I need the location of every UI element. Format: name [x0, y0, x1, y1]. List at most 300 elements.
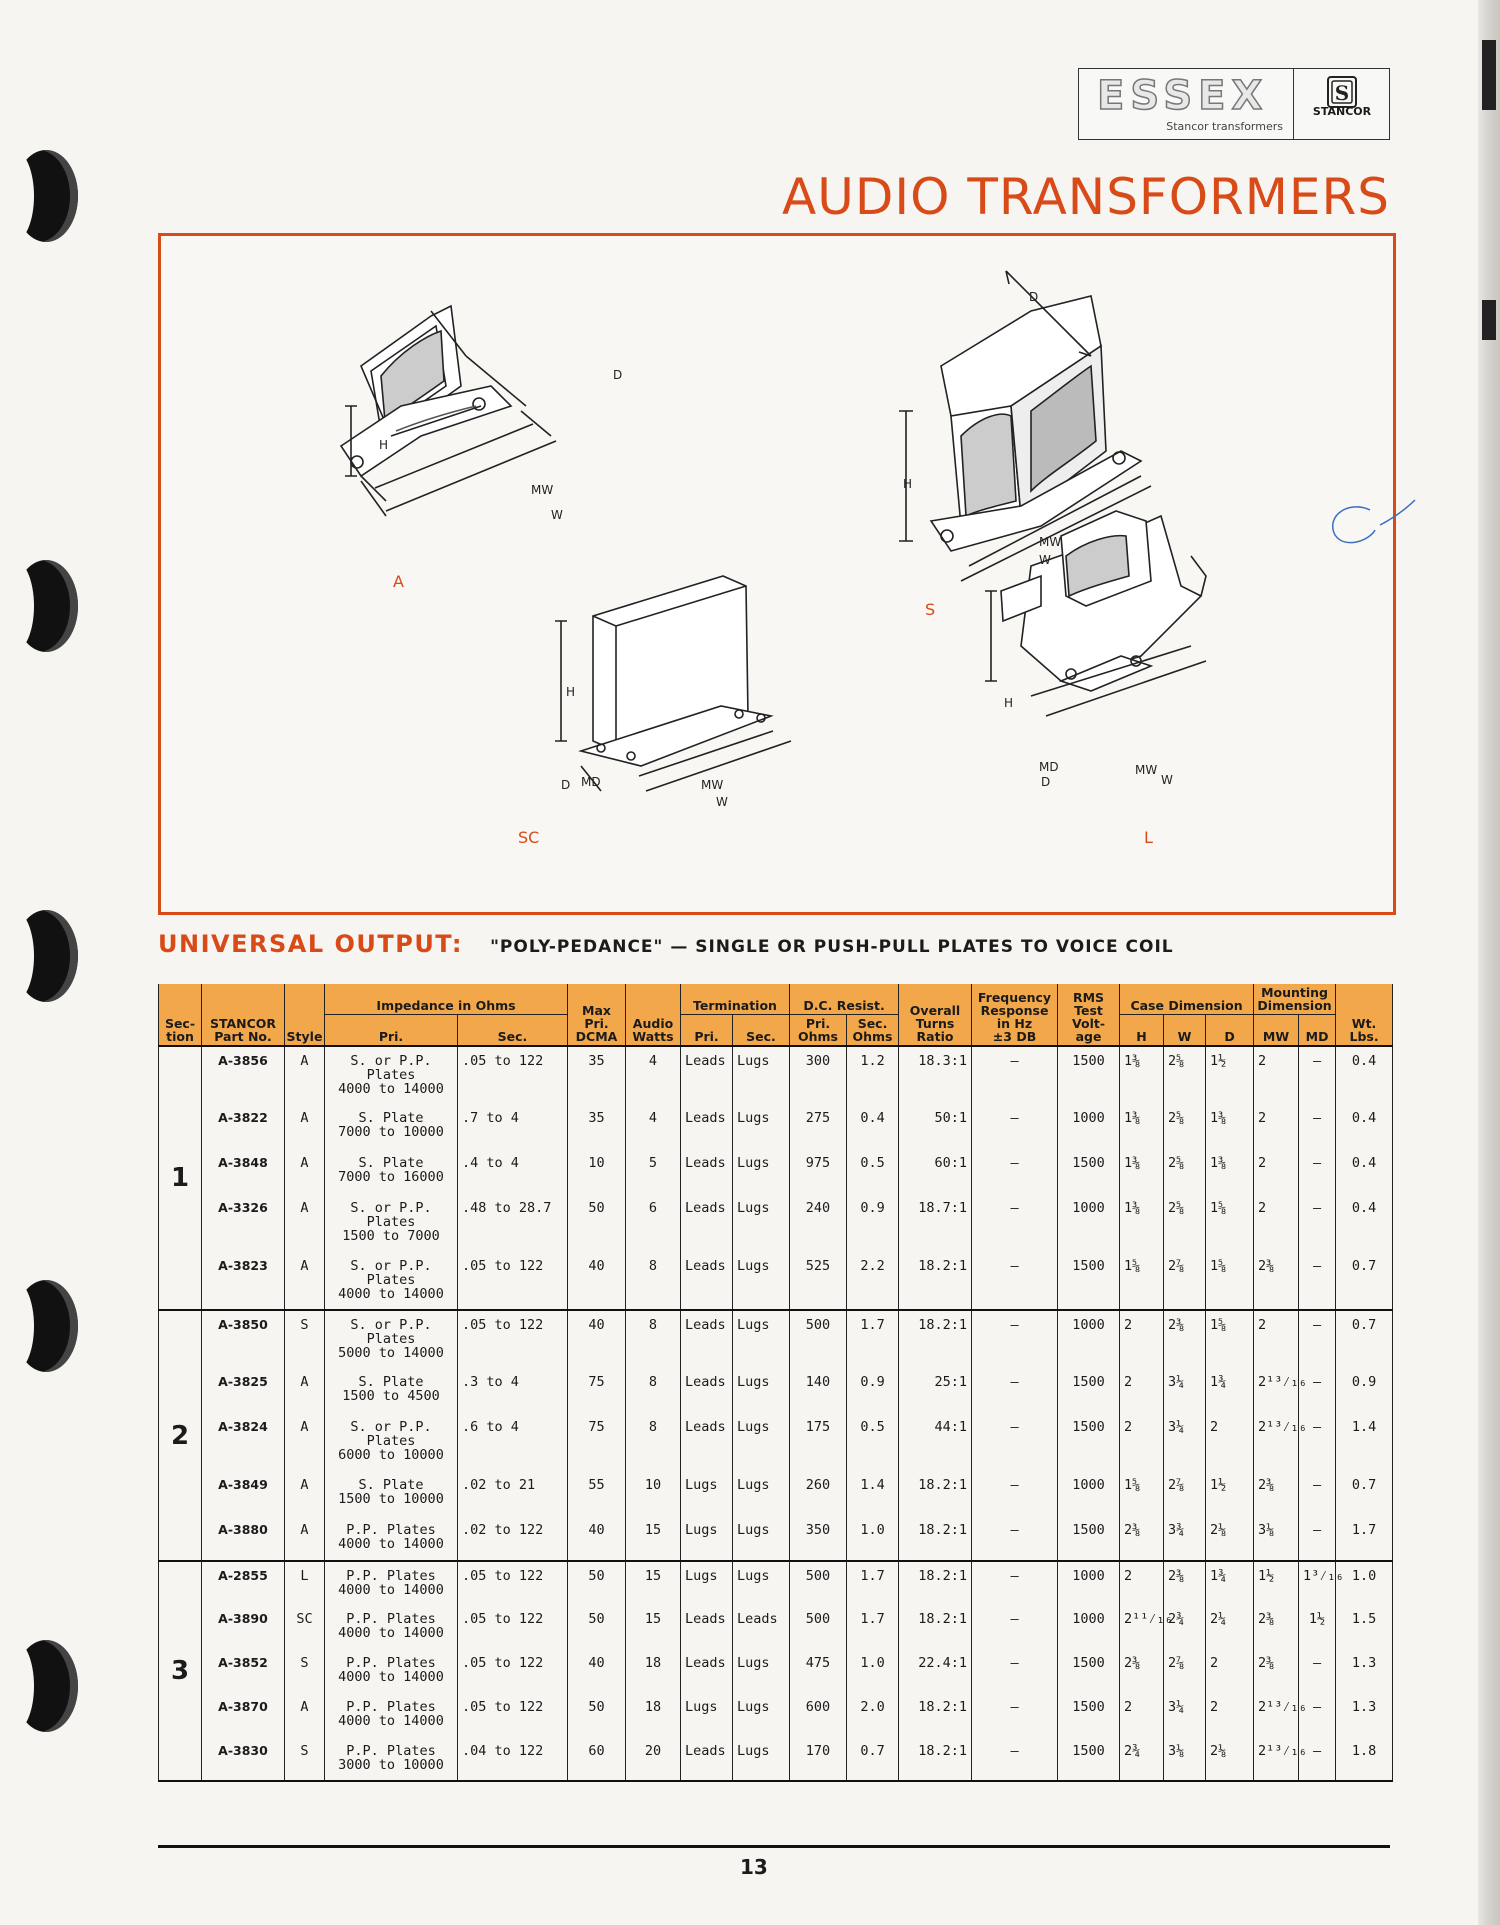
max-dcma: 60 [568, 1737, 626, 1781]
primary-impedance: S. Plate 7000 to 16000 [325, 1149, 458, 1194]
style-cell: A [285, 1149, 325, 1194]
rms-test-voltage: 1000 [1058, 1194, 1120, 1252]
termination-sec: Lugs [733, 1252, 790, 1310]
rms-test-voltage: 1000 [1058, 1104, 1120, 1149]
mount-md: — [1299, 1046, 1336, 1104]
part-number: A-3822 [202, 1104, 285, 1149]
figure-label-s: S [925, 600, 936, 619]
figure-label-a: A [393, 572, 404, 591]
style-cell: A [285, 1252, 325, 1310]
table-row [159, 1149, 1393, 1194]
header-term-sec: Sec. [733, 1015, 790, 1047]
termination-sec: Lugs [733, 1194, 790, 1252]
dim-label-w: W [716, 795, 728, 809]
part-number: A-3830 [202, 1737, 285, 1781]
dc-resist-pri: 500 [790, 1561, 847, 1605]
dim-label-d: D [1041, 775, 1051, 789]
weight: 1.3 [1336, 1649, 1393, 1693]
header-case-dimension: Case Dimension [1120, 984, 1254, 1015]
weight: 1.0 [1336, 1561, 1393, 1605]
frequency-response: — [972, 1413, 1058, 1471]
audio-watts: 8 [626, 1252, 681, 1310]
max-dcma: 75 [568, 1368, 626, 1413]
case-h: 1⅜ [1120, 1104, 1164, 1149]
turns-ratio: 18.2:1 [899, 1516, 972, 1561]
rms-test-voltage: 1000 [1058, 1471, 1120, 1516]
dc-resist-sec: 1.2 [847, 1046, 899, 1104]
mount-md: — [1299, 1693, 1336, 1737]
part-number: A-3850 [202, 1310, 285, 1368]
case-h: 2¾ [1120, 1737, 1164, 1781]
figure-label-sc: SC [518, 828, 540, 847]
style-cell: A [285, 1104, 325, 1149]
mount-mw: 2 [1254, 1310, 1299, 1368]
spec-table [158, 984, 1393, 1782]
case-h: 2 [1120, 1693, 1164, 1737]
dc-resist-pri: 275 [790, 1104, 847, 1149]
case-h: 2 [1120, 1413, 1164, 1471]
termination-pri: Leads [681, 1252, 733, 1310]
dim-label-h: H [1004, 696, 1014, 710]
turns-ratio: 18.2:1 [899, 1605, 972, 1649]
rms-test-voltage: 1500 [1058, 1046, 1120, 1104]
secondary-impedance: .05 to 122 [458, 1046, 568, 1104]
page-number: 13 [740, 1855, 768, 1879]
binder-hole [14, 150, 78, 242]
audio-watts: 18 [626, 1693, 681, 1737]
dim-label-w: W [1039, 553, 1051, 567]
rms-test-voltage: 1000 [1058, 1561, 1120, 1605]
termination-pri: Lugs [681, 1693, 733, 1737]
part-number: A-3849 [202, 1471, 285, 1516]
case-d: 2⅛ [1206, 1516, 1254, 1561]
turns-ratio: 60:1 [899, 1149, 972, 1194]
mount-mw: 2¹³⁄₁₆ [1254, 1737, 1299, 1781]
audio-watts: 18 [626, 1649, 681, 1693]
part-number: A-3880 [202, 1516, 285, 1561]
termination-pri: Leads [681, 1046, 733, 1104]
termination-pri: Leads [681, 1649, 733, 1693]
case-d: 2¼ [1206, 1605, 1254, 1649]
dim-label-w: W [551, 508, 563, 522]
rms-test-voltage: 1000 [1058, 1605, 1120, 1649]
part-number: A-3852 [202, 1649, 285, 1693]
frequency-response: — [972, 1046, 1058, 1104]
style-l-drawing [985, 511, 1206, 716]
style-cell: A [285, 1413, 325, 1471]
mount-md: — [1299, 1194, 1336, 1252]
essex-logo [1079, 69, 1294, 139]
style-sc-drawing [555, 576, 791, 791]
header-style: Style [285, 984, 325, 1046]
edge-tab-mark [1482, 300, 1496, 340]
binder-hole [14, 1280, 78, 1372]
primary-impedance: P.P. Plates 4000 to 14000 [325, 1693, 458, 1737]
turns-ratio: 18.2:1 [899, 1252, 972, 1310]
header-section: Sec- tion [159, 984, 202, 1046]
termination-sec: Lugs [733, 1104, 790, 1149]
dim-label-mw: MW [1039, 535, 1062, 549]
case-d: 2 [1206, 1413, 1254, 1471]
case-d: 1½ [1206, 1046, 1254, 1104]
primary-impedance: S. Plate 1500 to 10000 [325, 1471, 458, 1516]
header-audio-watts: Audio Watts [626, 984, 681, 1046]
primary-impedance: P.P. Plates 3000 to 10000 [325, 1737, 458, 1781]
audio-watts: 15 [626, 1516, 681, 1561]
dc-resist-pri: 175 [790, 1413, 847, 1471]
termination-sec: Lugs [733, 1649, 790, 1693]
case-d: 1¾ [1206, 1561, 1254, 1605]
style-cell: A [285, 1046, 325, 1104]
mount-md: — [1299, 1252, 1336, 1310]
binder-hole [14, 910, 78, 1002]
weight: 0.4 [1336, 1104, 1393, 1149]
dc-resist-sec: 2.2 [847, 1252, 899, 1310]
table-row [159, 1194, 1393, 1252]
dc-resist-sec: 0.5 [847, 1149, 899, 1194]
termination-sec: Lugs [733, 1413, 790, 1471]
weight: 1.5 [1336, 1605, 1393, 1649]
termination-pri: Lugs [681, 1561, 733, 1605]
termination-pri: Lugs [681, 1471, 733, 1516]
mount-mw: 1½ [1254, 1561, 1299, 1605]
turns-ratio: 18.2:1 [899, 1310, 972, 1368]
turns-ratio: 18.2:1 [899, 1693, 972, 1737]
case-d: 1⅜ [1206, 1104, 1254, 1149]
header-mounting-dimension: Mounting Dimension [1254, 984, 1336, 1015]
section-number: 2 [159, 1310, 202, 1561]
header-termination: Termination [681, 984, 790, 1015]
mount-md: — [1299, 1104, 1336, 1149]
header-dc-resist: D.C. Resist. [790, 984, 899, 1015]
termination-sec: Lugs [733, 1737, 790, 1781]
case-w: 2⅝ [1164, 1046, 1206, 1104]
audio-watts: 15 [626, 1561, 681, 1605]
termination-sec: Lugs [733, 1471, 790, 1516]
termination-sec: Lugs [733, 1368, 790, 1413]
dc-resist-pri: 600 [790, 1693, 847, 1737]
dc-resist-sec: 1.4 [847, 1471, 899, 1516]
termination-sec: Lugs [733, 1693, 790, 1737]
dim-label-md: MD [1039, 760, 1059, 774]
dc-resist-sec: 2.0 [847, 1693, 899, 1737]
style-cell: S [285, 1737, 325, 1781]
dim-label-h: H [379, 438, 389, 452]
binder-hole [14, 560, 78, 652]
transformer-drawings [161, 236, 1393, 912]
case-d: 1⅝ [1206, 1194, 1254, 1252]
turns-ratio: 44:1 [899, 1413, 972, 1471]
turns-ratio: 50:1 [899, 1104, 972, 1149]
termination-sec: Lugs [733, 1561, 790, 1605]
dim-label-mw: MW [531, 483, 554, 497]
brand-logo [1078, 68, 1390, 140]
case-h: 2¹¹⁄₁₆ [1120, 1605, 1164, 1649]
primary-impedance: P.P. Plates 4000 to 14000 [325, 1516, 458, 1561]
case-d: 1¾ [1206, 1368, 1254, 1413]
secondary-impedance: .05 to 122 [458, 1252, 568, 1310]
max-dcma: 50 [568, 1605, 626, 1649]
case-h: 2 [1120, 1368, 1164, 1413]
case-w: 2¾ [1164, 1605, 1206, 1649]
binder-hole [14, 1640, 78, 1732]
turns-ratio: 22.4:1 [899, 1649, 972, 1693]
part-number: A-3848 [202, 1149, 285, 1194]
mount-md: 1³⁄₁₆ [1299, 1561, 1336, 1605]
frequency-response: — [972, 1149, 1058, 1194]
essex-wordmark: ESSEX [1097, 73, 1269, 119]
case-w: 3¼ [1164, 1693, 1206, 1737]
turns-ratio: 18.2:1 [899, 1737, 972, 1781]
weight: 0.7 [1336, 1471, 1393, 1516]
weight: 1.3 [1336, 1693, 1393, 1737]
secondary-impedance: .4 to 4 [458, 1149, 568, 1194]
part-number: A-2855 [202, 1561, 285, 1605]
dim-label-d: D [561, 778, 571, 792]
case-h: 1⅝ [1120, 1252, 1164, 1310]
case-w: 2⅜ [1164, 1310, 1206, 1368]
style-cell: S [285, 1310, 325, 1368]
frequency-response: — [972, 1693, 1058, 1737]
turns-ratio: 18.7:1 [899, 1194, 972, 1252]
part-number: A-3823 [202, 1252, 285, 1310]
primary-impedance: P.P. Plates 4000 to 14000 [325, 1605, 458, 1649]
dc-resist-sec: 1.0 [847, 1516, 899, 1561]
dc-resist-sec: 0.5 [847, 1413, 899, 1471]
case-w: 2⅝ [1164, 1104, 1206, 1149]
mount-mw: 2 [1254, 1194, 1299, 1252]
section-heading [158, 930, 1390, 958]
audio-watts: 8 [626, 1310, 681, 1368]
style-cell: A [285, 1368, 325, 1413]
dc-resist-pri: 240 [790, 1194, 847, 1252]
header-imp-pri: Pri. [325, 1015, 458, 1047]
table-row [159, 1471, 1393, 1516]
table-row [159, 1693, 1393, 1737]
section-heading-sub: "POLY-PEDANCE" — SINGLE OR PUSH-PULL PLATES TO VOICE COIL [490, 937, 1174, 957]
secondary-impedance: .05 to 122 [458, 1605, 568, 1649]
dim-label-mw: MW [1135, 763, 1158, 777]
frequency-response: — [972, 1649, 1058, 1693]
rms-test-voltage: 1500 [1058, 1413, 1120, 1471]
termination-sec: Lugs [733, 1149, 790, 1194]
part-number: A-3890 [202, 1605, 285, 1649]
page-title: AUDIO TRANSFORMERS [782, 168, 1390, 226]
secondary-impedance: .04 to 122 [458, 1737, 568, 1781]
style-cell: A [285, 1194, 325, 1252]
table-row [159, 1046, 1393, 1104]
footer-rule [158, 1845, 1390, 1848]
part-number: A-3824 [202, 1413, 285, 1471]
case-d: 1⅝ [1206, 1310, 1254, 1368]
dc-resist-sec: 1.7 [847, 1310, 899, 1368]
mount-mw: 2⅜ [1254, 1252, 1299, 1310]
max-dcma: 40 [568, 1516, 626, 1561]
section-number: 3 [159, 1561, 202, 1781]
dc-resist-sec: 1.7 [847, 1605, 899, 1649]
frequency-response: — [972, 1737, 1058, 1781]
dim-label-d: D [613, 368, 623, 382]
case-h: 2⅜ [1120, 1649, 1164, 1693]
mount-mw: 2¹³⁄₁₆ [1254, 1368, 1299, 1413]
figure-label-l: L [1144, 828, 1153, 847]
dc-resist-pri: 500 [790, 1310, 847, 1368]
table-section-2 [159, 1310, 1393, 1561]
table-row [159, 1252, 1393, 1310]
case-d: 2⅛ [1206, 1737, 1254, 1781]
audio-watts: 4 [626, 1046, 681, 1104]
termination-sec: Leads [733, 1605, 790, 1649]
mount-md: — [1299, 1310, 1336, 1368]
mount-mw: 2¹³⁄₁₆ [1254, 1413, 1299, 1471]
max-dcma: 40 [568, 1310, 626, 1368]
style-cell: L [285, 1561, 325, 1605]
table-row [159, 1561, 1393, 1605]
frequency-response: — [972, 1471, 1058, 1516]
header-dc-sec: Sec. Ohms [847, 1015, 899, 1047]
secondary-impedance: .02 to 122 [458, 1516, 568, 1561]
audio-watts: 5 [626, 1149, 681, 1194]
table-row [159, 1605, 1393, 1649]
max-dcma: 40 [568, 1252, 626, 1310]
header-mount-mw: MW [1254, 1015, 1299, 1047]
audio-watts: 15 [626, 1605, 681, 1649]
header-dc-pri: Pri. Ohms [790, 1015, 847, 1047]
case-d: 2 [1206, 1693, 1254, 1737]
primary-impedance: P.P. Plates 4000 to 14000 [325, 1561, 458, 1605]
max-dcma: 55 [568, 1471, 626, 1516]
mount-md: — [1299, 1516, 1336, 1561]
case-d: 1⅝ [1206, 1252, 1254, 1310]
header-case-h: H [1120, 1015, 1164, 1047]
rms-test-voltage: 1500 [1058, 1252, 1120, 1310]
style-cell: A [285, 1516, 325, 1561]
table-section-3 [159, 1561, 1393, 1781]
dc-resist-pri: 300 [790, 1046, 847, 1104]
header-max-dcma: Max Pri. DCMA [568, 984, 626, 1046]
header-rms-test-voltage: RMS Test Volt- age [1058, 984, 1120, 1046]
mount-mw: 2 [1254, 1104, 1299, 1149]
transformer-styles-diagram [158, 233, 1396, 915]
case-w: 3¾ [1164, 1516, 1206, 1561]
table-section-1 [159, 1046, 1393, 1310]
audio-watts: 20 [626, 1737, 681, 1781]
style-cell: A [285, 1471, 325, 1516]
page-edge [1478, 0, 1500, 1925]
section-number: 1 [159, 1046, 202, 1310]
termination-pri: Leads [681, 1605, 733, 1649]
case-h: 2 [1120, 1310, 1164, 1368]
weight: 1.4 [1336, 1413, 1393, 1471]
table-row [159, 1368, 1393, 1413]
dc-resist-pri: 350 [790, 1516, 847, 1561]
max-dcma: 75 [568, 1413, 626, 1471]
dc-resist-sec: 1.7 [847, 1561, 899, 1605]
frequency-response: — [972, 1310, 1058, 1368]
primary-impedance: S. or P.P. Plates 4000 to 14000 [325, 1252, 458, 1310]
termination-pri: Leads [681, 1413, 733, 1471]
dc-resist-sec: 0.9 [847, 1194, 899, 1252]
mount-md: 1½ [1299, 1605, 1336, 1649]
mount-mw: 2¹³⁄₁₆ [1254, 1693, 1299, 1737]
header-turns-ratio: Overall Turns Ratio [899, 984, 972, 1046]
secondary-impedance: .3 to 4 [458, 1368, 568, 1413]
weight: 0.9 [1336, 1368, 1393, 1413]
frequency-response: — [972, 1516, 1058, 1561]
table-row [159, 1104, 1393, 1149]
rms-test-voltage: 1000 [1058, 1310, 1120, 1368]
termination-pri: Leads [681, 1149, 733, 1194]
part-number: A-3326 [202, 1194, 285, 1252]
max-dcma: 10 [568, 1149, 626, 1194]
style-cell: S [285, 1649, 325, 1693]
audio-watts: 10 [626, 1471, 681, 1516]
termination-pri: Leads [681, 1194, 733, 1252]
case-w: 2⅝ [1164, 1149, 1206, 1194]
rms-test-voltage: 1500 [1058, 1693, 1120, 1737]
secondary-impedance: .6 to 4 [458, 1413, 568, 1471]
audio-watts: 6 [626, 1194, 681, 1252]
rms-test-voltage: 1500 [1058, 1149, 1120, 1194]
secondary-impedance: .05 to 122 [458, 1693, 568, 1737]
mount-md: — [1299, 1368, 1336, 1413]
max-dcma: 50 [568, 1693, 626, 1737]
audio-watts: 4 [626, 1104, 681, 1149]
primary-impedance: S. Plate 7000 to 10000 [325, 1104, 458, 1149]
mount-md: — [1299, 1649, 1336, 1693]
dim-label-h: H [903, 477, 913, 491]
dc-resist-pri: 500 [790, 1605, 847, 1649]
pen-annotation-mark [1320, 495, 1420, 555]
termination-sec: Lugs [733, 1046, 790, 1104]
max-dcma: 35 [568, 1046, 626, 1104]
frequency-response: — [972, 1368, 1058, 1413]
max-dcma: 35 [568, 1104, 626, 1149]
rms-test-voltage: 1500 [1058, 1649, 1120, 1693]
weight: 1.7 [1336, 1516, 1393, 1561]
primary-impedance: S. or P.P. Plates 5000 to 14000 [325, 1310, 458, 1368]
header-mount-md: MD [1299, 1015, 1336, 1047]
header-term-pri: Pri. [681, 1015, 733, 1047]
header-imp-sec: Sec. [458, 1015, 568, 1047]
rms-test-voltage: 1500 [1058, 1368, 1120, 1413]
table-row [159, 1649, 1393, 1693]
max-dcma: 40 [568, 1649, 626, 1693]
weight: 0.7 [1336, 1310, 1393, 1368]
dim-label-md: MD [581, 775, 601, 789]
weight: 1.8 [1336, 1737, 1393, 1781]
turns-ratio: 18.2:1 [899, 1471, 972, 1516]
mount-mw: 3⅛ [1254, 1516, 1299, 1561]
frequency-response: — [972, 1605, 1058, 1649]
dim-label-mw: MW [701, 778, 724, 792]
max-dcma: 50 [568, 1561, 626, 1605]
mount-md: — [1299, 1471, 1336, 1516]
case-h: 1⅝ [1120, 1471, 1164, 1516]
dc-resist-sec: 1.0 [847, 1649, 899, 1693]
termination-pri: Leads [681, 1368, 733, 1413]
secondary-impedance: .02 to 21 [458, 1471, 568, 1516]
mount-md: — [1299, 1149, 1336, 1194]
dim-label-d: D [1029, 290, 1039, 304]
termination-sec: Lugs [733, 1310, 790, 1368]
primary-impedance: S. or P.P. Plates 1500 to 7000 [325, 1194, 458, 1252]
dc-resist-pri: 260 [790, 1471, 847, 1516]
mount-mw: 2⅜ [1254, 1471, 1299, 1516]
primary-impedance: S. Plate 1500 to 4500 [325, 1368, 458, 1413]
secondary-impedance: .05 to 122 [458, 1310, 568, 1368]
rms-test-voltage: 1500 [1058, 1516, 1120, 1561]
